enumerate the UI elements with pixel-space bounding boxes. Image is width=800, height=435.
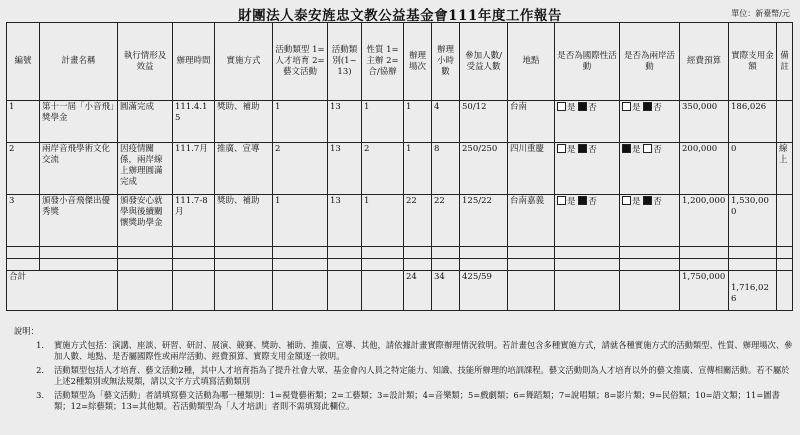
cell-type: 2	[273, 143, 328, 195]
cell-budget: 200,000	[680, 143, 729, 195]
empty-row	[7, 259, 793, 271]
cell-participants: 125/22	[460, 195, 508, 247]
total-participants: 425/59	[460, 271, 508, 311]
cell-place: 四川重慶	[508, 143, 555, 195]
header-place: 地點	[508, 23, 555, 101]
cell-category: 13	[328, 143, 362, 195]
header-name: 計畫名稱	[40, 23, 118, 101]
cell-intl	[555, 101, 620, 143]
intl-yes-checkbox[interactable]	[557, 102, 566, 111]
intl-no-checkbox[interactable]	[578, 144, 587, 153]
no-label: 否	[588, 145, 597, 155]
total-sessions: 24	[404, 271, 432, 311]
intl-no-checkbox[interactable]	[578, 102, 587, 111]
cell-nature: 2	[362, 143, 404, 195]
crossstrait-yes-checkbox[interactable]	[622, 144, 631, 153]
yes-label: 是	[567, 145, 576, 155]
cell-no: 2	[7, 143, 40, 195]
no-label: 否	[653, 103, 662, 113]
cell-sessions: 1	[404, 143, 432, 195]
note-text: 活動類型包括人才培育、藝文活動2種，其中人才培育指為了提升社會大眾、基金會內人員之特定能力、知識、技能所辦理的培訓課程。藝文活動則為人才培育以外的藝文推廣、宣傳相關活動。若不屬於上述2種類別或無法規類，請以文字方式填寫活動類別	[54, 364, 790, 386]
header-method: 實施方式	[215, 23, 273, 101]
cell-status: 頒發安心就學與後續關懷獎助學金	[118, 195, 173, 247]
cell-spent: 0	[729, 143, 777, 195]
cell-time: 111.4.15	[173, 101, 215, 143]
no-label: 否	[588, 103, 597, 113]
header-intl: 是否為國際性活動	[555, 23, 620, 101]
cell-status: 圓滿完成	[118, 101, 173, 143]
cell-participants: 50/12	[460, 101, 508, 143]
cell-status: 因疫情關係，兩岸線上辦理圓滿完成	[118, 143, 173, 195]
table-row	[7, 143, 793, 195]
cell-place: 台南嘉義	[508, 195, 555, 247]
note-text: 活動類型為「藝文活動」者請填寫藝文活動為哪一種類別：1=視覺藝術類；2=工藝類；3=設計類；4=音樂類；5=戲劇類；6=舞蹈類；7=說唱類；8=影片類；9=民俗類；10=語文類；11=圖書類；12=綜藝類；13=其他類。若活動類型為「人才培訓」者則不需填寫此欄位。	[54, 389, 780, 411]
note-item	[14, 390, 794, 413]
cell-hours: 22	[432, 195, 460, 247]
note-number: 1.	[36, 339, 44, 350]
cell-hours: 8	[432, 143, 460, 195]
cell-method: 獎助、補助	[215, 195, 273, 247]
cell-place: 台南	[508, 101, 555, 143]
cell-method: 獎助、補助	[215, 101, 273, 143]
table-row	[7, 101, 793, 143]
notes-heading: 說明：	[14, 326, 39, 336]
cell-time: 111.7-8月	[173, 195, 215, 247]
no-label: 否	[653, 197, 662, 207]
intl-yes-checkbox[interactable]	[557, 196, 566, 205]
header-no: 編號	[7, 23, 40, 101]
header-crossstrait: 是否為兩岸活動	[620, 23, 680, 101]
empty-row	[7, 247, 793, 259]
total-label: 合計	[7, 271, 118, 311]
header-participants: 參加人數/受益人數	[460, 23, 508, 101]
header-sessions: 辦理場次	[404, 23, 432, 101]
cell-name: 兩岸音飛學術文化交流	[40, 143, 118, 195]
note-number: 2.	[36, 364, 44, 375]
cell-spent: 186,026	[729, 101, 777, 143]
cell-name: 頒發小音飛傑出優秀獎	[40, 195, 118, 247]
header-spent: 實際支用金額	[729, 23, 777, 101]
total-spent: 1,716,026	[729, 271, 777, 311]
yes-label: 是	[632, 103, 641, 113]
cell-remark	[777, 101, 793, 143]
cell-sessions: 22	[404, 195, 432, 247]
cell-method: 推廣、宣導	[215, 143, 273, 195]
cell-participants: 250/250	[460, 143, 508, 195]
cell-intl	[555, 195, 620, 247]
notes-section	[14, 326, 794, 415]
table-row	[7, 195, 793, 247]
no-label: 否	[588, 197, 597, 207]
yes-label: 是	[567, 197, 576, 207]
header-time: 辦理時間	[173, 23, 215, 101]
cell-remark: 線上	[777, 143, 793, 195]
cell-spent: 1,530,000	[729, 195, 777, 247]
cell-intl	[555, 143, 620, 195]
intl-yes-checkbox[interactable]	[557, 144, 566, 153]
yes-label: 是	[632, 145, 641, 155]
cell-crossstrait	[620, 195, 680, 247]
total-budget: 1,750,000	[680, 271, 729, 311]
cell-sessions: 1	[404, 101, 432, 143]
header-category: 活動類別(1~13)	[328, 23, 362, 101]
header-type: 活動類型 1=人才培育 2=藝文活動	[273, 23, 328, 101]
cell-crossstrait	[620, 101, 680, 143]
cell-name: 第十一屆「小音飛」獎學金	[40, 101, 118, 143]
work-report-table	[6, 22, 793, 311]
crossstrait-no-checkbox[interactable]	[643, 144, 652, 153]
cell-budget: 350,000	[680, 101, 729, 143]
note-item	[14, 340, 794, 363]
crossstrait-yes-checkbox[interactable]	[622, 196, 631, 205]
currency-unit: 單位：新臺幣/元	[731, 9, 790, 18]
cell-no: 1	[7, 101, 40, 143]
total-hours: 34	[432, 271, 460, 311]
cell-budget: 1,200,000	[680, 195, 729, 247]
header-status: 執行情形及效益	[118, 23, 173, 101]
crossstrait-yes-checkbox[interactable]	[622, 102, 631, 111]
cell-type: 1	[273, 195, 328, 247]
report-title: 財團法人泰安旌忠文教公益基金會111年度工作報告	[238, 8, 562, 24]
header-row	[7, 23, 793, 101]
cell-remark	[777, 195, 793, 247]
cell-no: 3	[7, 195, 40, 247]
total-row	[7, 271, 793, 311]
crossstrait-no-checkbox[interactable]	[643, 102, 652, 111]
no-label: 否	[653, 145, 662, 155]
note-number: 3.	[36, 389, 44, 400]
header-remark: 備註	[777, 23, 793, 101]
yes-label: 是	[567, 103, 576, 113]
header-hours: 辦理小時數	[432, 23, 460, 101]
cell-type: 1	[273, 101, 328, 143]
note-item	[14, 365, 794, 388]
header-budget: 經費預算	[680, 23, 729, 101]
note-text: 實施方式包括：演講、座談、研習、研討、展演、競賽、獎助、補助、推廣、宣導、其他，請依據計畫實際辦理情況敘明。若計畫包含多種實施方式，請就各種實施方式的活動類型、性質、辦理場次、參加人數、地點、是否屬國際性或兩岸活動、經費預算、實際支用金額逐一敘明。	[54, 339, 793, 361]
cell-category: 13	[328, 101, 362, 143]
cell-hours: 4	[432, 101, 460, 143]
cell-category: 13	[328, 195, 362, 247]
cell-nature: 1	[362, 101, 404, 143]
cell-nature: 1	[362, 195, 404, 247]
cell-crossstrait	[620, 143, 680, 195]
cell-time: 111.7月	[173, 143, 215, 195]
crossstrait-no-checkbox[interactable]	[643, 196, 652, 205]
intl-no-checkbox[interactable]	[578, 196, 587, 205]
header-nature: 性質 1=主辦 2=合/協辦	[362, 23, 404, 101]
yes-label: 是	[632, 197, 641, 207]
